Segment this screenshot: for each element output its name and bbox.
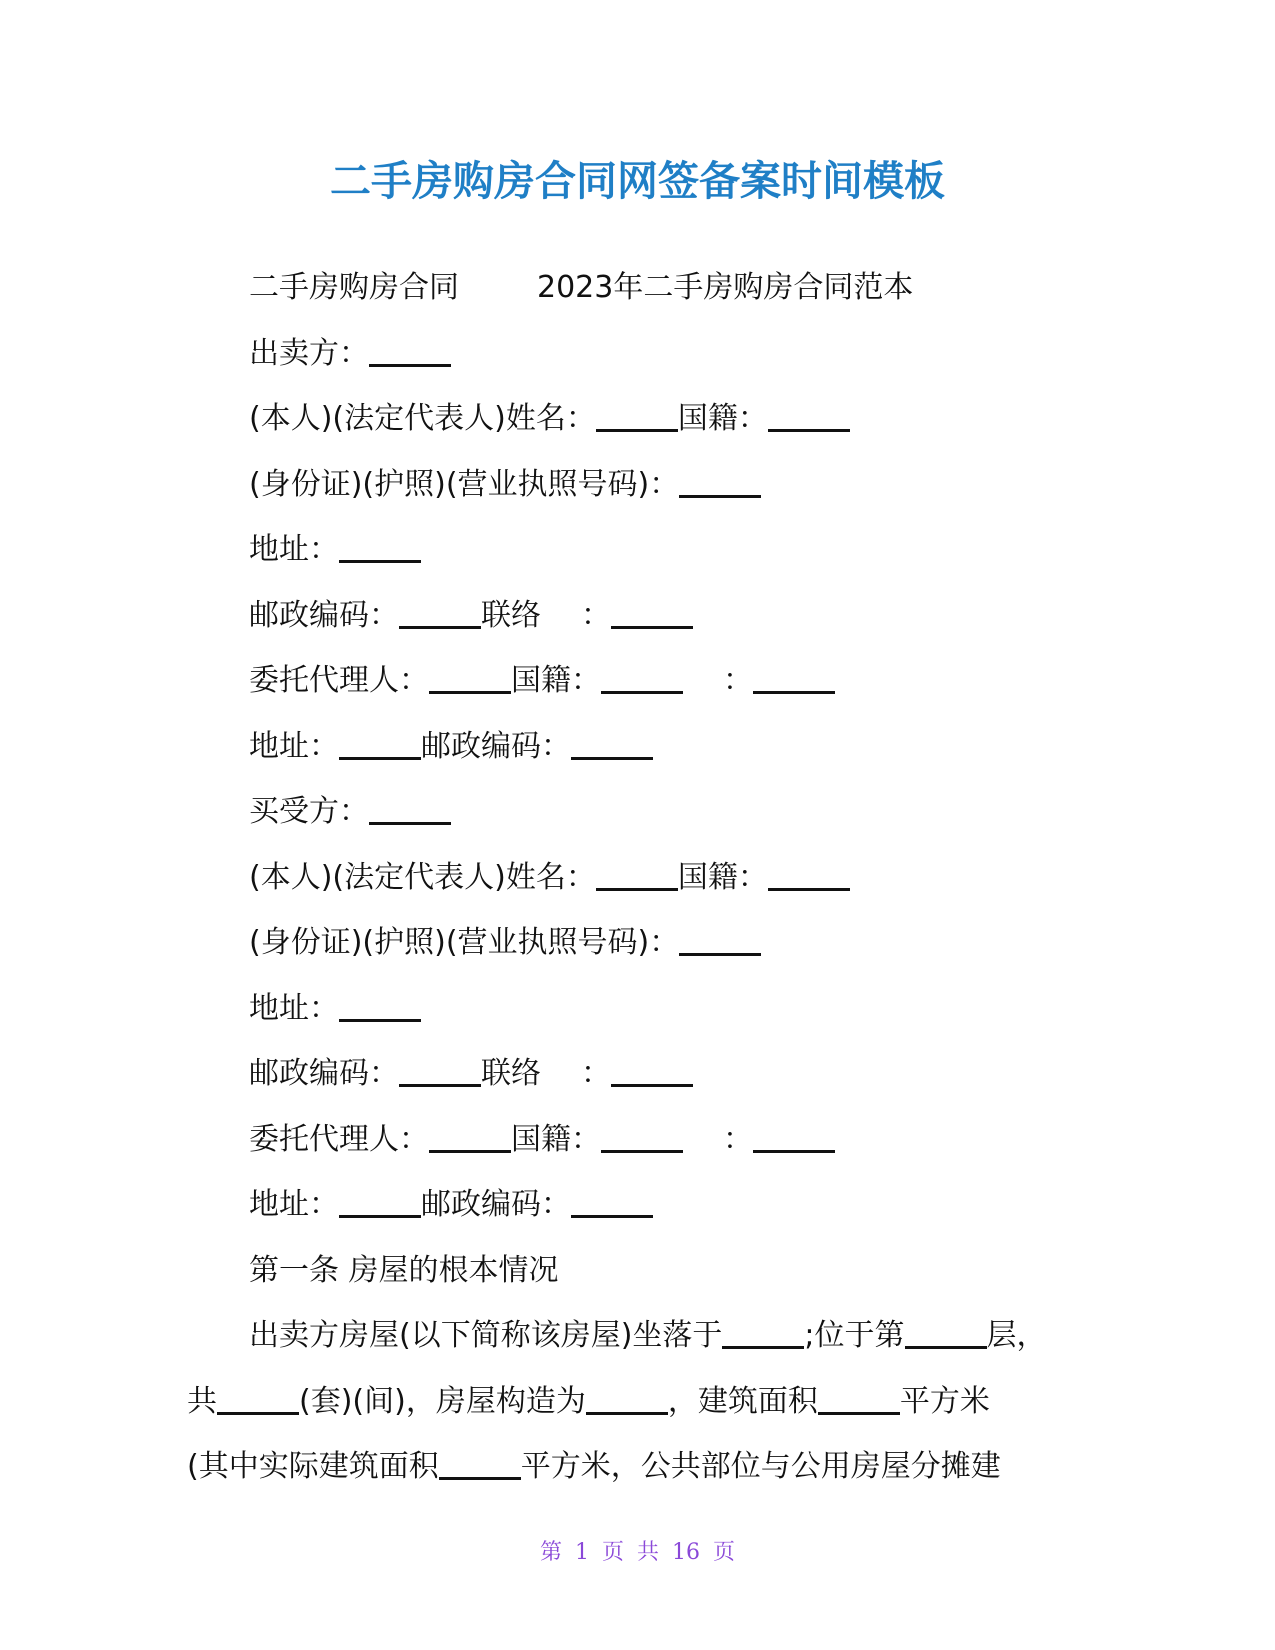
agent-blank [429,1120,511,1153]
address-blank [339,530,421,563]
seller-address-line [187,517,1127,583]
article-1-heading [187,1238,1127,1304]
agent-blank [429,661,511,694]
contract-body [187,255,1127,1500]
heading-left: 二手房购房合同 [249,270,459,305]
seller-id-line [187,452,1127,518]
colon: ： [581,597,611,633]
buyer-name-line [187,845,1127,911]
heading-right: 2023年二手房购房合同范本 [537,270,914,305]
total-label: 共 [187,1383,217,1419]
agent-address-blank [339,727,421,760]
agent-postcode-blank [571,1185,653,1218]
buyer-blank [369,792,451,825]
nationality-label: 国籍： [677,401,768,436]
floor-blank [905,1316,987,1349]
address-label: 地址： [249,532,339,567]
name-blank [596,858,678,891]
contact-label: 联络 [481,1056,541,1091]
agent-postcode-blank [571,727,653,760]
seller-postcode-line [187,583,1127,649]
contact-label: 联络 [481,597,541,633]
postcode-blank [399,596,481,629]
structure-blank [586,1382,668,1415]
actual-area-blank [439,1447,521,1480]
heading-line [187,255,1127,321]
postcode-label: 邮政编码： [421,728,571,764]
seller-agent-address-line [187,714,1127,780]
postcode-label: 邮政编码： [249,597,399,633]
buyer-agent-line [187,1107,1127,1173]
contact-blank [611,1054,693,1087]
colon: ： [723,1121,753,1157]
nationality-label: 国籍： [511,663,601,698]
colon: ： [723,663,753,698]
agent-label: 委托代理人： [249,1121,429,1157]
agent-nationality-blank [601,1120,683,1153]
postcode-label: 邮政编码： [421,1187,571,1222]
document-title: 二手房购房合同网签备案时间模板 [330,157,945,205]
seller-label: 出卖方： [249,335,369,371]
buyer-id-line [187,910,1127,976]
area-label: ，建筑面积 [667,1383,818,1419]
seller-agent-line [187,648,1127,714]
id-blank [679,923,761,956]
total-blank [217,1382,299,1415]
colon: ： [581,1056,611,1091]
buyer-postcode-line [187,1041,1127,1107]
nationality-blank [768,858,850,891]
buyer-line [187,779,1127,845]
agent-phone-blank [753,661,835,694]
page-footer: 第 1 页 共 16 页 [540,1540,735,1565]
id-blank [679,465,761,498]
article-1-para-line-2 [187,1369,1127,1435]
article-1-para-line-1 [187,1303,1127,1369]
nationality-label: 国籍： [511,1121,601,1157]
seller-blank [369,334,451,367]
name-label: (本人)(法定代表人)姓名： [249,401,596,436]
nationality-blank [768,399,850,432]
id-label: (身份证)(护照)(营业执照号码)： [249,466,680,502]
postcode-label: 邮政编码： [249,1056,399,1091]
structure-label: (套)(间)，房屋构造为 [299,1383,586,1419]
seller-name-line [187,386,1127,452]
name-blank [596,399,678,432]
seller-line [187,321,1127,387]
buyer-address-line [187,976,1127,1042]
id-label: (身份证)(护照)(营业执照号码)： [249,925,680,960]
area-blank [818,1382,900,1415]
floor-label: ;位于第 [804,1318,905,1353]
postcode-blank [399,1054,481,1087]
article-1-para-line-3 [187,1434,1127,1500]
buyer-label: 买受方： [249,794,369,829]
address-label: 地址： [249,1187,339,1222]
address-blank [339,989,421,1022]
agent-phone-blank [753,1120,835,1153]
actual-area-label: (其中实际建筑面积 [187,1449,439,1484]
agent-address-blank [339,1185,421,1218]
nationality-label: 国籍： [677,859,768,895]
floor-suffix: 层， [986,1318,1047,1353]
buyer-agent-address-line [187,1172,1127,1238]
agent-label: 委托代理人： [249,663,429,698]
address-label: 地址： [249,990,339,1026]
agent-nationality-blank [601,661,683,694]
address-label: 地址： [249,728,339,764]
location-blank [722,1316,804,1349]
article-1-title: 第一条 房屋的根本情况 [249,1252,559,1288]
area-unit: 平方米 [899,1383,990,1419]
location-label: 出卖方房屋(以下简称该房屋)坐落于 [249,1318,723,1353]
contact-blank [611,596,693,629]
name-label: (本人)(法定代表人)姓名： [249,859,596,895]
shared-area-text: 平方米，公共部位与公用房屋分摊建 [520,1449,1001,1484]
